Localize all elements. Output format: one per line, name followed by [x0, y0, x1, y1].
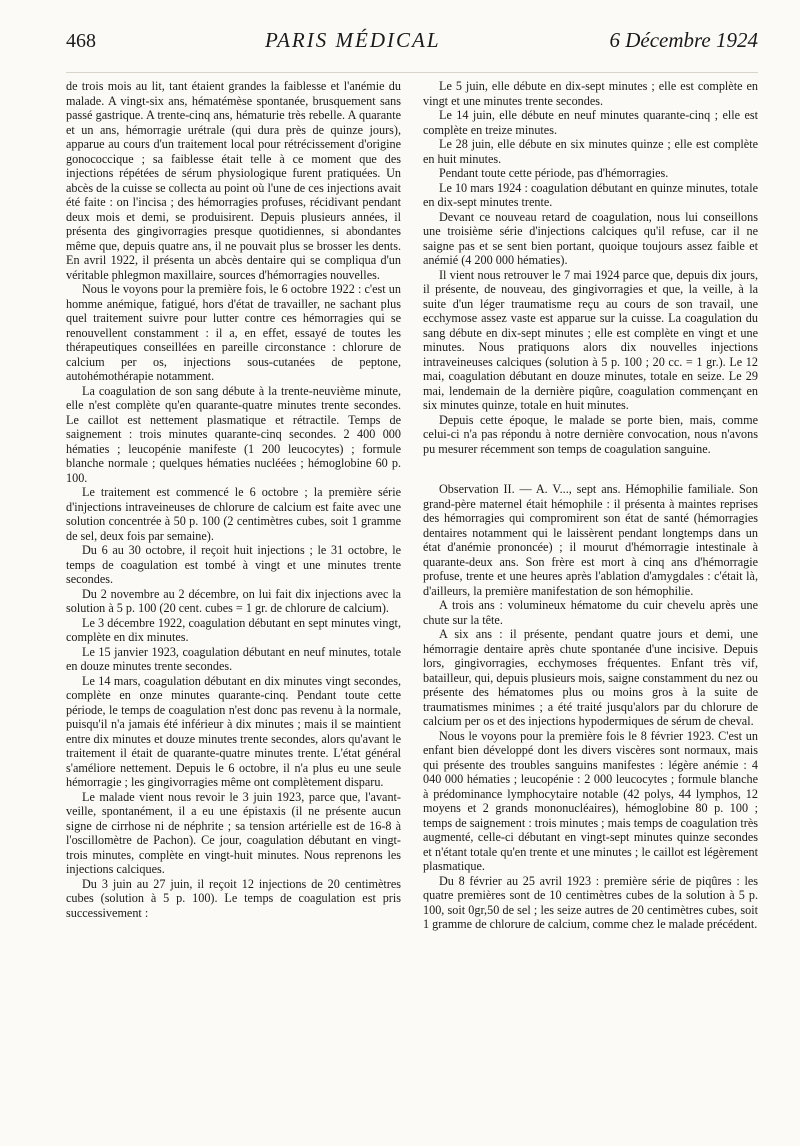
paragraph: Du 3 juin au 27 juin, il reçoit 12 injections de 20 centimètres cubes (solution à 5 p. 100). Le temps de coagulation est pris successivement : — [66, 876, 401, 920]
paragraph: Nous le voyons pour la première fois, le 6 octobre 1922 : c'est un homme anémique, fatigué, hors d'état de travailler, ne sachant plus quel traitement suivre pour lutter contre ces hémorragies qui se renouvellent constamment : il a, en effet, essayé de toutes les thérapeutiques conseillées en pareille circonstance : chlorure de calcium per os, injections sous-cutanées de peptone, autohémothérapie notamment. — [66, 282, 401, 383]
page-number: 468 — [66, 30, 96, 52]
paragraph: Le 3 décembre 1922, coagulation débutant en sept minutes vingt, complète en dix minutes. — [66, 615, 401, 644]
paragraph: Il vient nous retrouver le 7 mai 1924 parce que, depuis dix jours, il présente, de nouveau, des gingivorragies et que, la veille, à la suite d'un léger traumatisme reçu au cours de son travail, une ecchymose assez vaste est apparue sur la cuisse. La coagulation du sang débute en dix-sept minutes ; elle est complète en vingt et une minutes. Nous pratiquons alors dix nouvelles injections intraveineuses calciques (solution à 5 p. 100 ; 20 cc. = 1 gr.). Le 12 mai, coagulation débutant en douze minutes, totale en seize. Le 29 mai, lendemain de la dernière piqûre, coagulation commençant en six minutes quinze, totale en huit minutes. — [423, 267, 758, 412]
paragraph: Le 14 mars, coagulation débutant en dix minutes vingt secondes, complète en onze minutes quarante-cinq. Pendant toute cette période, le temps de coagulation n'est donc pas revenu à la normale, puisqu'il n'a jamais été inférieur à dix minutes ; mais il se maintient entre dix minutes et douze minutes trente secondes, alors qu'avant le traitement il était de quarante-quatre minutes trente. L'état général s'améliore nettement. Depuis le 6 octobre, il n'a plus eu une seule hémorragie ; les gingivorragies même ont complètement disparu. — [66, 673, 401, 789]
paragraph: Depuis cette époque, le malade se porte bien, mais, comme celui-ci n'a pas répondu à notre dernière convocation, nous n'avons pu mesurer récemment son temps de coagulation sanguine. — [423, 412, 758, 456]
paragraph: A trois ans : volumineux hématome du cuir chevelu après une chute sur la tête. — [423, 598, 758, 627]
text-columns — [66, 79, 758, 932]
paragraph: Du 8 février au 25 avril 1923 : première série de piqûres : les quatre premières sont de 10 centimètres cubes de la solution à 5 p. 100, soit 0gr,50 de sel ; les seize autres de 20 centimètres cubes, soit 1 gramme de chlorure de calcium, comme chez le malade précédent. — [423, 873, 758, 931]
paragraph: La coagulation de son sang débute à la trente-neuvième minute, elle n'est complète qu'en quarante-quatre minutes trente secondes. Le caillot est nettement plasmatique et rétractile. Temps de saignement : trois minutes quarante-cinq secondes. 2 400 000 hématies ; leucopénie manifeste (1 200 leucocytes) ; formule blanche normale ; quelques hématies nucléées ; hémoglobine 60 p. 100. — [66, 383, 401, 485]
paragraph: Pendant toute cette période, pas d'hémorragies. — [439, 166, 669, 180]
issue-date: 6 Décembre 1924 — [609, 28, 758, 52]
paragraph: Devant ce nouveau retard de coagulation, nous lui conseillons une troisième série d'injections calciques qu'il refuse, car il ne saigne pas et se sent bien portant, quoique toujours assez faible et anémié (4 200 000 hématies). — [423, 209, 758, 267]
paragraph: Le 15 janvier 1923, coagulation débutant en neuf minutes, totale en douze minutes trente secondes. — [66, 644, 401, 673]
running-title: PARIS MÉDICAL — [264, 28, 441, 52]
left-column — [66, 79, 401, 932]
paragraph: Nous le voyons pour la première fois le 8 février 1923. C'est un enfant bien développé dont les divers viscères sont normaux, mais qui présente des troubles sanguins manifestes : légère anémie : 4 040 000 hématies ; leucopénie : 2 000 leucocytes ; formule blanche à prédominance lymphocytaire notable (42 polys, 44 lymphos, 12 moyens et 2 grands mononucléaires), hémoglobine 80 p. 100 ; temps de saignement : trois minutes ; mais temps de coagulation très augmenté, celle-ci débutant en vingt-sept minutes quinze secondes et n'étant totale qu'en trente et une minutes ; le caillot est légèrement plasmatique. — [423, 728, 758, 873]
paragraph: Du 2 novembre au 2 décembre, on lui fait dix injections avec la solution à 5 p. 100 (20 cent. cubes = 1 gr. de chlorure de calcium). — [66, 586, 401, 615]
right-column — [423, 79, 758, 932]
paragraph: Le 28 juin, elle débute en six minutes quinze ; elle est complète en huit minutes. — [423, 137, 758, 166]
paragraph: Le 10 mars 1924 : coagulation débutant en quinze minutes, totale en dix-sept minutes trente. — [423, 180, 758, 209]
paragraph: Du 6 au 30 octobre, il reçoit huit injections ; le 31 octobre, le temps de coagulation est tombé à vingt et une minutes trente secondes. — [66, 543, 401, 586]
paragraph: Le 14 juin, elle débute en neuf minutes quarante-cinq ; elle est complète en treize minutes. — [423, 108, 758, 137]
paragraph: A six ans : il présente, pendant quatre jours et demi, une hémorragie dentaire après chute spontanée d'une incisive. Depuis lors, gingivorragies, ecchymoses fréquentes. Enfant très vif, batailleur, qui, depuis plusieurs mois, saigne constamment du nez ou présente des hématomes plus ou moins gros à la suite de traumatismes minimes ; a été traité jusqu'alors par du chlorure de calcium per os et des injections hypodermiques de sérum de cheval. — [423, 627, 758, 728]
paragraph: de trois mois au lit, tant étaient grandes la faiblesse et l'anémie du malade. A vingt-six ans, hématémèse spontanée, brusquement sans passé gastrique. A trente-cinq ans, hématurie très rebelle. A quarante et un ans, hémorragie urétrale (qui dura près de quinze jours), apparue au cours d'un traitement local pour rétrécissement d'origine gonococcique ; sa faiblesse était telle à ce moment que des injections répétées de sérum physiologique furent pratiquées. Un abcès de la cuisse se collecta au point où l'une de ces injections avait été faite : on l'incisa ; des hémorragies profuses, récidivant pendant deux mois et demi, se produisirent. Depuis plusieurs années, il présenta des gingivorragies presque quotidiennes, si abondantes même que, depuis quatre ans, il ne pouvait plus se brosser les dents. En avril 1922, il présenta un abcès dentaire qui se compliqua d'un véritable phlegmon maxillaire, sources d'hémorragies nouvelles. — [66, 79, 401, 282]
observation-heading-paragraph: Observation II. — A. V..., sept ans. Hémophilie familiale. Son grand-père maternel était hémophile : il présenta à maintes reprises des hémorragies qui compromirent son état de santé (hémorragies dentaires notamment qui le laissèrent pendant longtemps dans un état d'anémie prononcée) ; il mourut d'hémorragie intestinale à quarante-deux ans. Son frère est mort à cinq ans d'hémorragie profuse, trente et une heures après l'ablation d'amygdales : c'était là, d'ailleurs, la première manifestation de son hémophilie. — [423, 482, 758, 598]
paragraph: Le malade vient nous revoir le 3 juin 1923, parce que, l'avant-veille, spontanément, il a eu une épistaxis (il ne présente aucun signe de cirrhose ni de néphrite ; sa tension artérielle est de 16-8 à l'oscillomètre de Pachon). Ce jour, coagulation débutant en vingt-trois minutes, complète en vingt-huit minutes. Nous reprenons les injections calciques. — [66, 789, 401, 876]
paragraph: Le traitement est commencé le 6 octobre ; la première série d'injections intraveineuses de chlorure de calcium est faite avec une solution concentrée à 50 p. 100 (2 centimètres cubes, soit 1 gramme de sel, deux fois par semaine). — [66, 485, 401, 543]
page-header — [66, 28, 758, 73]
paragraph: Le 5 juin, elle débute en dix-sept minutes ; elle est complète en vingt et une minutes trente secondes. — [423, 79, 758, 108]
